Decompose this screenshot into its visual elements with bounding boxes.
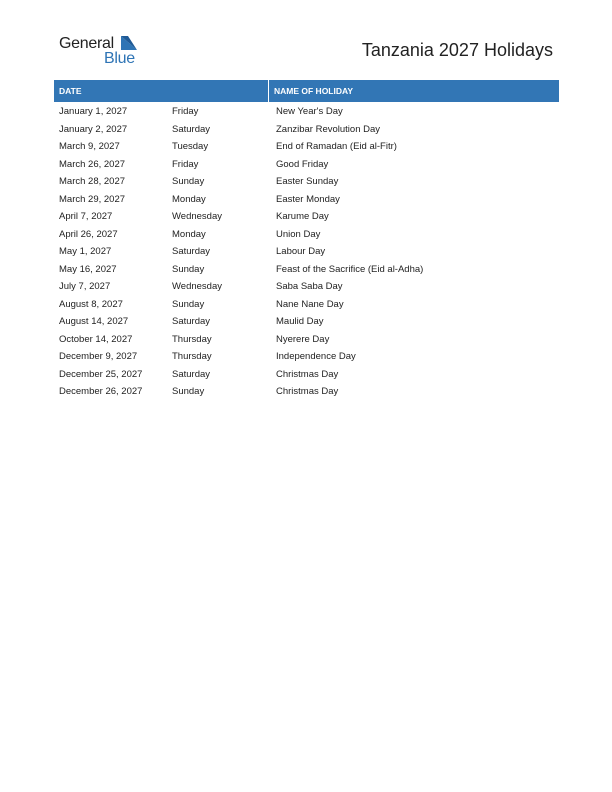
holiday-name: Easter Sunday — [276, 176, 339, 187]
holiday-name: Saba Saba Day — [276, 281, 343, 292]
holiday-name: Zanzibar Revolution Day — [276, 123, 381, 135]
holiday-date: April 7, 2027 — [59, 211, 113, 222]
holiday-date: January 1, 2027 — [59, 106, 128, 117]
page-title: Tanzania 2027 Holidays — [361, 40, 553, 60]
logo-word-general: General — [59, 35, 114, 52]
holiday-weekday: Saturday — [172, 246, 211, 257]
holiday-weekday: Friday — [172, 158, 199, 170]
table-row — [54, 103, 559, 121]
table-row — [54, 191, 559, 209]
holiday-weekday: Sunday — [172, 298, 205, 310]
table-header — [54, 80, 559, 102]
holiday-date: March 28, 2027 — [59, 176, 126, 187]
holiday-name: Maulid Day — [276, 316, 324, 327]
logo-word-blue: Blue — [104, 50, 135, 67]
holiday-name: Union Day — [276, 228, 321, 240]
holiday-date: May 16, 2027 — [59, 263, 117, 275]
holiday-weekday: Saturday — [172, 316, 211, 327]
holiday-name: Feast of the Sacrifice (Eid al-Adha) — [276, 263, 424, 275]
table-row — [54, 243, 559, 261]
holiday-date: October 14, 2027 — [59, 333, 133, 345]
holiday-weekday: Thursday — [172, 351, 212, 362]
holiday-date: March 29, 2027 — [59, 193, 126, 205]
table-row — [54, 208, 559, 226]
holiday-date: December 26, 2027 — [59, 386, 143, 397]
holiday-name: Christmas Day — [276, 368, 339, 380]
holiday-weekday: Monday — [172, 228, 206, 240]
holiday-date: January 2, 2027 — [59, 123, 128, 135]
logo-flag-icon — [121, 36, 139, 50]
holiday-weekday: Wednesday — [172, 281, 222, 292]
table-row — [54, 121, 559, 139]
holiday-date: March 9, 2027 — [59, 141, 120, 152]
table-row — [54, 173, 559, 191]
table-body — [54, 103, 559, 401]
holiday-weekday: Friday — [172, 106, 199, 117]
holiday-date: March 26, 2027 — [59, 158, 126, 170]
holiday-name: Easter Monday — [276, 193, 340, 205]
holiday-weekday: Thursday — [172, 333, 212, 345]
holiday-name: Labour Day — [276, 246, 326, 257]
holiday-name: Good Friday — [276, 158, 329, 170]
holiday-name: New Year's Day — [276, 106, 343, 117]
table-row — [54, 138, 559, 156]
holiday-weekday: Saturday — [172, 123, 211, 135]
holiday-date: May 1, 2027 — [59, 246, 112, 257]
holiday-weekday: Saturday — [172, 368, 211, 380]
table-row — [54, 156, 559, 174]
holiday-weekday: Monday — [172, 193, 206, 205]
holiday-name: Nane Nane Day — [276, 298, 344, 310]
table-row — [54, 261, 559, 279]
holiday-weekday: Sunday — [172, 263, 205, 275]
holiday-date: August 14, 2027 — [59, 316, 129, 327]
holiday-name: End of Ramadan (Eid al-Fitr) — [276, 141, 397, 152]
table-row — [54, 366, 559, 384]
holiday-date: August 8, 2027 — [59, 298, 123, 310]
holiday-name: Independence Day — [276, 351, 356, 362]
holiday-name: Karume Day — [276, 211, 329, 222]
holiday-date: April 26, 2027 — [59, 228, 118, 240]
header-date: DATE — [54, 80, 269, 102]
holiday-name: Christmas Day — [276, 386, 339, 397]
table-row — [54, 348, 559, 366]
header-holiday-name: NAME OF HOLIDAY — [269, 80, 559, 102]
table-row — [54, 383, 559, 401]
holiday-weekday: Sunday — [172, 176, 205, 187]
holiday-weekday: Tuesday — [172, 141, 209, 152]
table-row — [54, 226, 559, 244]
holiday-weekday: Sunday — [172, 386, 205, 397]
holiday-date: December 9, 2027 — [59, 351, 138, 362]
holiday-table — [54, 80, 559, 401]
holiday-name: Nyerere Day — [276, 333, 330, 345]
holiday-weekday: Wednesday — [172, 211, 222, 222]
table-row — [54, 313, 559, 331]
holiday-date: July 7, 2027 — [59, 281, 111, 292]
generalblue-logo — [59, 34, 149, 70]
table-row — [54, 296, 559, 314]
table-row — [54, 331, 559, 349]
table-row — [54, 278, 559, 296]
holiday-date: December 25, 2027 — [59, 368, 143, 380]
